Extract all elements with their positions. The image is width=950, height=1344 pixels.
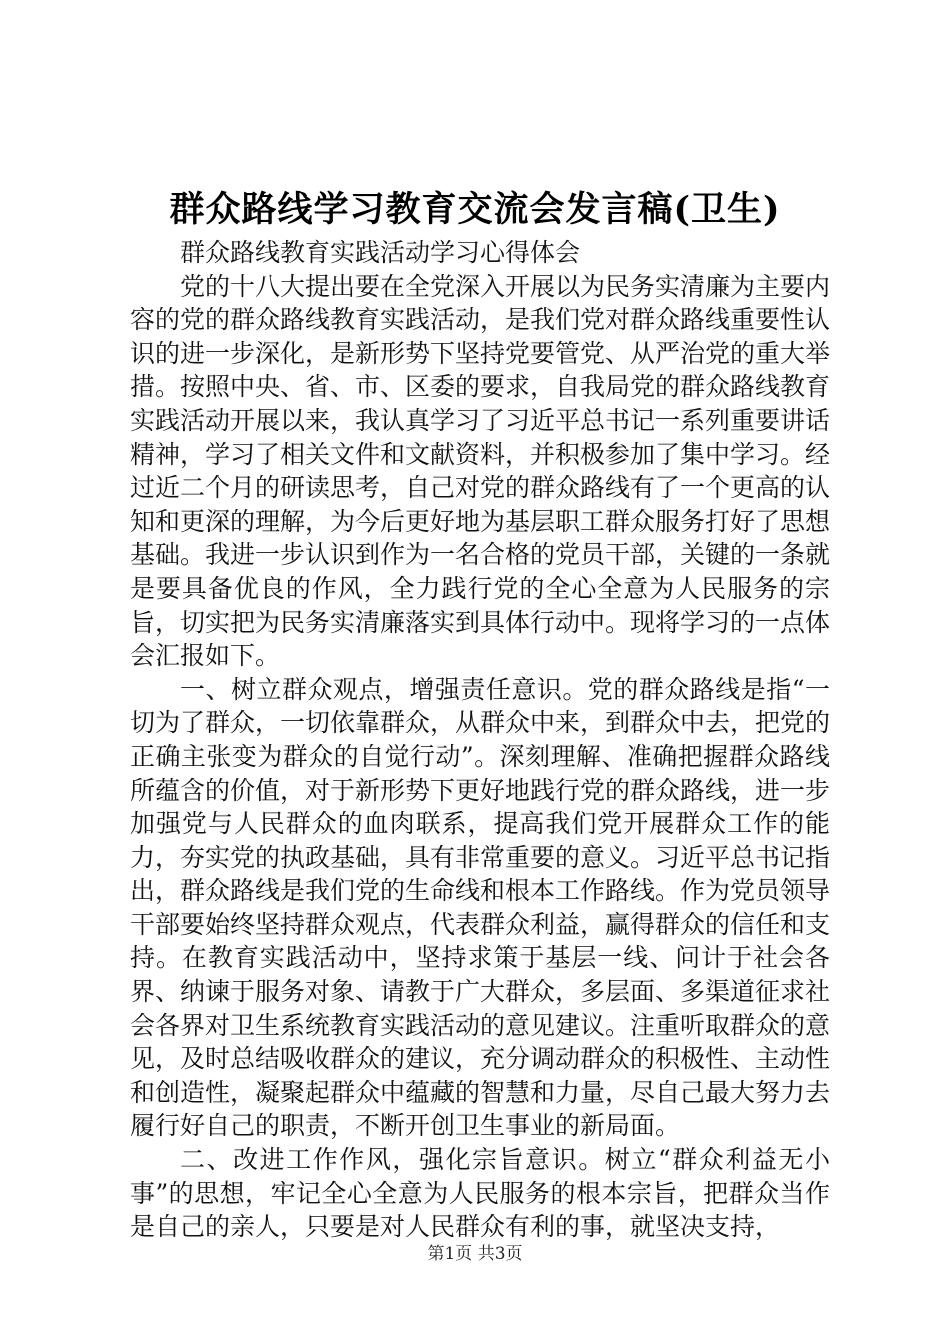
document-title: 群众路线学习教育交流会发言稿(卫生) xyxy=(169,189,781,230)
paragraph-section-two: 二、改进工作作风，强化宗旨意识。树立“群众利益无小事”的思想，牢记全心全意为人民服务的根本宗旨，把群众当作是自己的亲人，只要是对人民群众有利的事，就坚决支持， xyxy=(130,1145,830,1242)
page-footer: 第1页 共3页 xyxy=(427,1244,523,1264)
document-subtitle: 群众路线教育实践活动学习心得体会 xyxy=(180,238,581,267)
paragraph-intro: 党的十八大提出要在全党深入开展以为民务实清廉为主要内容的党的群众路线教育实践活动，是我们党对群众路线重要性认识的进一步深化，是新形势下坚持党要管党、从严治党的重大举措。按照中央、省、市、区委的要求，自我局党的群众路线教育实践活动开展以来，我认真学习了习近平总书记一系列重要讲话精神，学习了相关文件和文献资料，并积极参加了集中学习。经过近二个月的研读思考，自己对党的群众路线有了一个更高的认知和更深的理解，为今后更好地为基层职工群众服务打好了思想基础。我进一步认识到作为一名合格的党员干部，关键的一条就是要具备优良的作风，全力践行党的全心全意为人民服务的宗旨，切实把为民务实清廉落实到具体行动中。现将学习的一点体会汇报如下。 xyxy=(130,271,831,671)
paragraph-section-one: 一、树立群众观点，增强责任意识。党的群众路线是指“一切为了群众，一切依靠群众，从群众中来，到群众中去，把党的正确主张变为群众的自觉行动”。深刻理解、准确把握群众路线所蕴含的价值，对于新形势下更好地践行党的群众路线，进一步加强党与人民群众的血肉联系，提高我们党开展群众工作的能力，夯实党的执政基础，具有非常重要的意义。习近平总书记指出，群众路线是我们党的生命线和根本工作路线。作为党员领导干部要始终坚持群众观点，代表群众利益，赢得群众的信任和支持。在教育实践活动中，坚持求策于基层一线、问计于社会各界、纳谏于服务对象、请教于广大群众，多层面、多渠道征求社会各界对卫生系统教育实践活动的意见建议。注重听取群众的意见，及时总结吸收群众的建议，充分调动群众的积极性、主动性和创造性，凝聚起群众中蕴藏的智慧和力量，尽自己最大努力去履行好自己的职责，不断开创卫生事业的新局面。 xyxy=(130,674,831,1141)
document-body xyxy=(130,236,830,1244)
